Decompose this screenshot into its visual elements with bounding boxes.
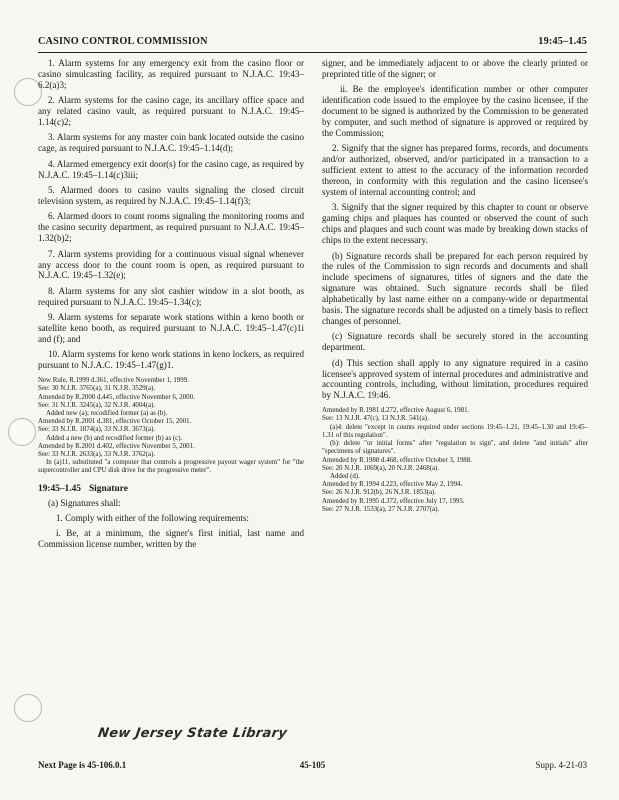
note-line: Amended by R.1981 d.272, effective August 6, 1981. <box>322 407 470 415</box>
subsection-a: (a) Signatures shall: <box>48 497 121 508</box>
list-item: 8. Alarm systems for any slot cashier window in a slot booth, as required pursuant to N.J.A.C. 19:45–1.34(c); <box>38 285 304 307</box>
list-item: 5. Alarmed doors to casino vaults signaling the closed circuit television system, as required by N.J.A.C. 19:45–1.14(f)3; <box>38 185 304 206</box>
note-line: In (a)11, substituted "a computer that controls a progressive payout wager system" for "the supercontroller and CPU disk drive for the progressive meter". <box>38 459 304 475</box>
header-section: 19:45–1.45 <box>538 36 587 47</box>
note-line: See: 33 N.J.R. 2633(a), 33 N.J.R. 3762(a). <box>38 450 156 458</box>
note-line: (b): delete "or initial forms" after "regulation to sign", and delete "and initials" after "specimens of signatures". <box>322 440 588 456</box>
right-column <box>322 58 588 522</box>
subparagraph-ii: ii. Be the employee's identification number or other computer identification code issued to the employee by the casino licensee, if the document to be signed is authorized by the Commission to be generated by computer, and such method of signature is approved or required by the Commission; <box>322 84 588 138</box>
note-line: New Rule, R.1999 d.361, effective November 1, 1999. <box>38 377 189 385</box>
list-item: 4. Alarmed emergency exit door(s) for the casino cage, as required by N.J.A.C. 19:45–1.14(c)3iii; <box>38 158 304 180</box>
list-item: 9. Alarm systems for separate work stations within a keno booth or satellite keno booth, as required pursuant to N.J.A.C. 19:45–1.47(c)1i and (f); and <box>38 312 304 344</box>
paragraph-2: 2. Signify that the signer has prepared forms, records, and documents and/or authorized, observed, and/or participated in a transaction to a sufficient extent to attest to the accuracy of the information recorded thereon, in conformity with this regulation and the casino licensee's system of internal accounting control; and <box>322 143 588 197</box>
section-name: Signature <box>88 483 128 494</box>
list-item: 2. Alarm systems for the casino cage, its ancillary office space and any related casino vault, as required pursuant to N.J.A.C. 19:45–1.14(c)2; <box>38 95 304 128</box>
history-notes <box>322 407 588 514</box>
note-line: See: 30 N.J.R. 3765(a), 31 N.J.R. 3529(a). <box>38 385 156 393</box>
next-page-note: Next Page is 45-106.0.1 <box>38 760 127 770</box>
section-number: 19:45–1.45 <box>38 483 81 494</box>
note-line: See: 26 N.J.R. 912(b), 26 N.J.R. 1853(a). <box>322 489 437 497</box>
note-line: Amended by R.2001 d.381, effective October 15, 2001. <box>38 418 192 426</box>
note-line: (a)4: delete "except in counts required under sections 19:45–1.21, 19:45–1.30 and 19:45–1.31 of this regulation". <box>322 423 588 439</box>
note-line: See: 27 N.J.R. 1533(a), 27 N.J.R. 2707(a). <box>322 505 440 513</box>
subsection-c: (c) Signature records shall be securely stored in the accounting department. <box>322 331 588 353</box>
left-column <box>38 58 304 555</box>
subsection-d: (d) This section shall apply to any signature required in a casino licensee's approved system of internal procedures and administrative and accounting controls, including, without limitation, procedures required by N.J.A.C. 19:46. <box>322 357 588 401</box>
header-title: CASINO CONTROL COMMISSION <box>38 36 208 47</box>
list-item: 10. Alarm systems for keno work stations in keno lockers, as required pursuant to N.J.A.C. 19:45–1.47(g)1. <box>38 349 304 371</box>
list-item: 7. Alarm systems providing for a continuous visual signal whenever any access door to the count room is open, as required pursuant to N.J.A.C. 19:45–1.32(e); <box>38 248 304 281</box>
subsection-b: (b) Signature records shall be prepared for each person required by the rules of the Commission to sign records and documents and shall include specimens of signatures, titles of signers and the date the signature was obtained. Such signature records shall be filed alphabetically by last name either on a company-wide or departmental basis. The signature records shall be adjusted on a timely basis to reflect changes of personnel. <box>322 250 588 326</box>
note-line: Added a new (b) and recodified former (b) as (c). <box>46 434 183 442</box>
note-line: Amended by R.2001 d.402, effective November 5, 2001. <box>38 442 195 450</box>
list-item: 3. Alarm systems for any master coin bank located outside the casino cage, as required pursuant to N.J.A.C. 19:45–1.14(d); <box>38 132 304 154</box>
punch-hole-middle <box>8 418 36 446</box>
note-line: See: 20 N.J.R. 1069(a), 20 N.J.R. 2468(a). <box>322 464 440 472</box>
note-line: Added (d). <box>330 472 360 480</box>
continued-text: signer, and be immediately adjacent to or above the clearly printed or preprinted title of the signer; or <box>322 58 588 79</box>
paragraph-1: 1. Comply with either of the following requirements: <box>56 512 249 523</box>
section-heading <box>38 484 304 495</box>
list-item: 6. Alarmed doors to count rooms signaling the monitoring rooms and the casino security department, as required pursuant to N.J.A.C. 19:45–1.32(b)2; <box>38 211 304 244</box>
subparagraph-i: i. Be, at a minimum, the signer's first initial, last name and Commission license number, written by the <box>38 528 304 550</box>
note-line: Amended by R.2000 d.445, effective November 6, 2000. <box>38 393 195 401</box>
note-line: Amended by R.1995 d.372, effective July 17, 1995. <box>322 497 465 505</box>
note-line: See: 31 N.J.R. 3245(a), 32 N.J.R. 4004(a). <box>38 401 156 409</box>
note-line: See: 33 N.J.R. 1874(a), 33 N.J.R. 3673(a). <box>38 426 156 434</box>
library-stamp: New Jersey State Library <box>96 726 289 741</box>
list-item: 1. Alarm systems for any emergency exit from the casino floor or casino simulcasting facility, as required pursuant to N.J.A.C. 19:43–6.2(a)3; <box>38 58 304 90</box>
paragraph-3: 3. Signify that the signer required by this chapter to count or observe gaming chips and plaques has counted or observed the count of such chips and plaques and such count was made by breaking down stacks of chips to the extent necessary. <box>322 202 588 246</box>
running-header <box>38 36 587 53</box>
note-line: See: 13 N.J.R. 47(c), 13 N.J.R. 541(a). <box>322 415 429 423</box>
note-line: Added new (a); recodified former (a) as (b). <box>46 409 168 417</box>
punch-hole-bottom <box>14 694 42 722</box>
supplement-date: Supp. 4-21-03 <box>535 760 587 770</box>
page-footer <box>38 760 587 772</box>
note-line: Amended by R.1994 d.223, effective May 2, 1994. <box>322 481 463 489</box>
history-notes <box>38 377 304 475</box>
note-line: Amended by R.1988 d.468, effective October 3, 1988. <box>322 456 472 464</box>
page-number: 45-105 <box>299 760 326 770</box>
